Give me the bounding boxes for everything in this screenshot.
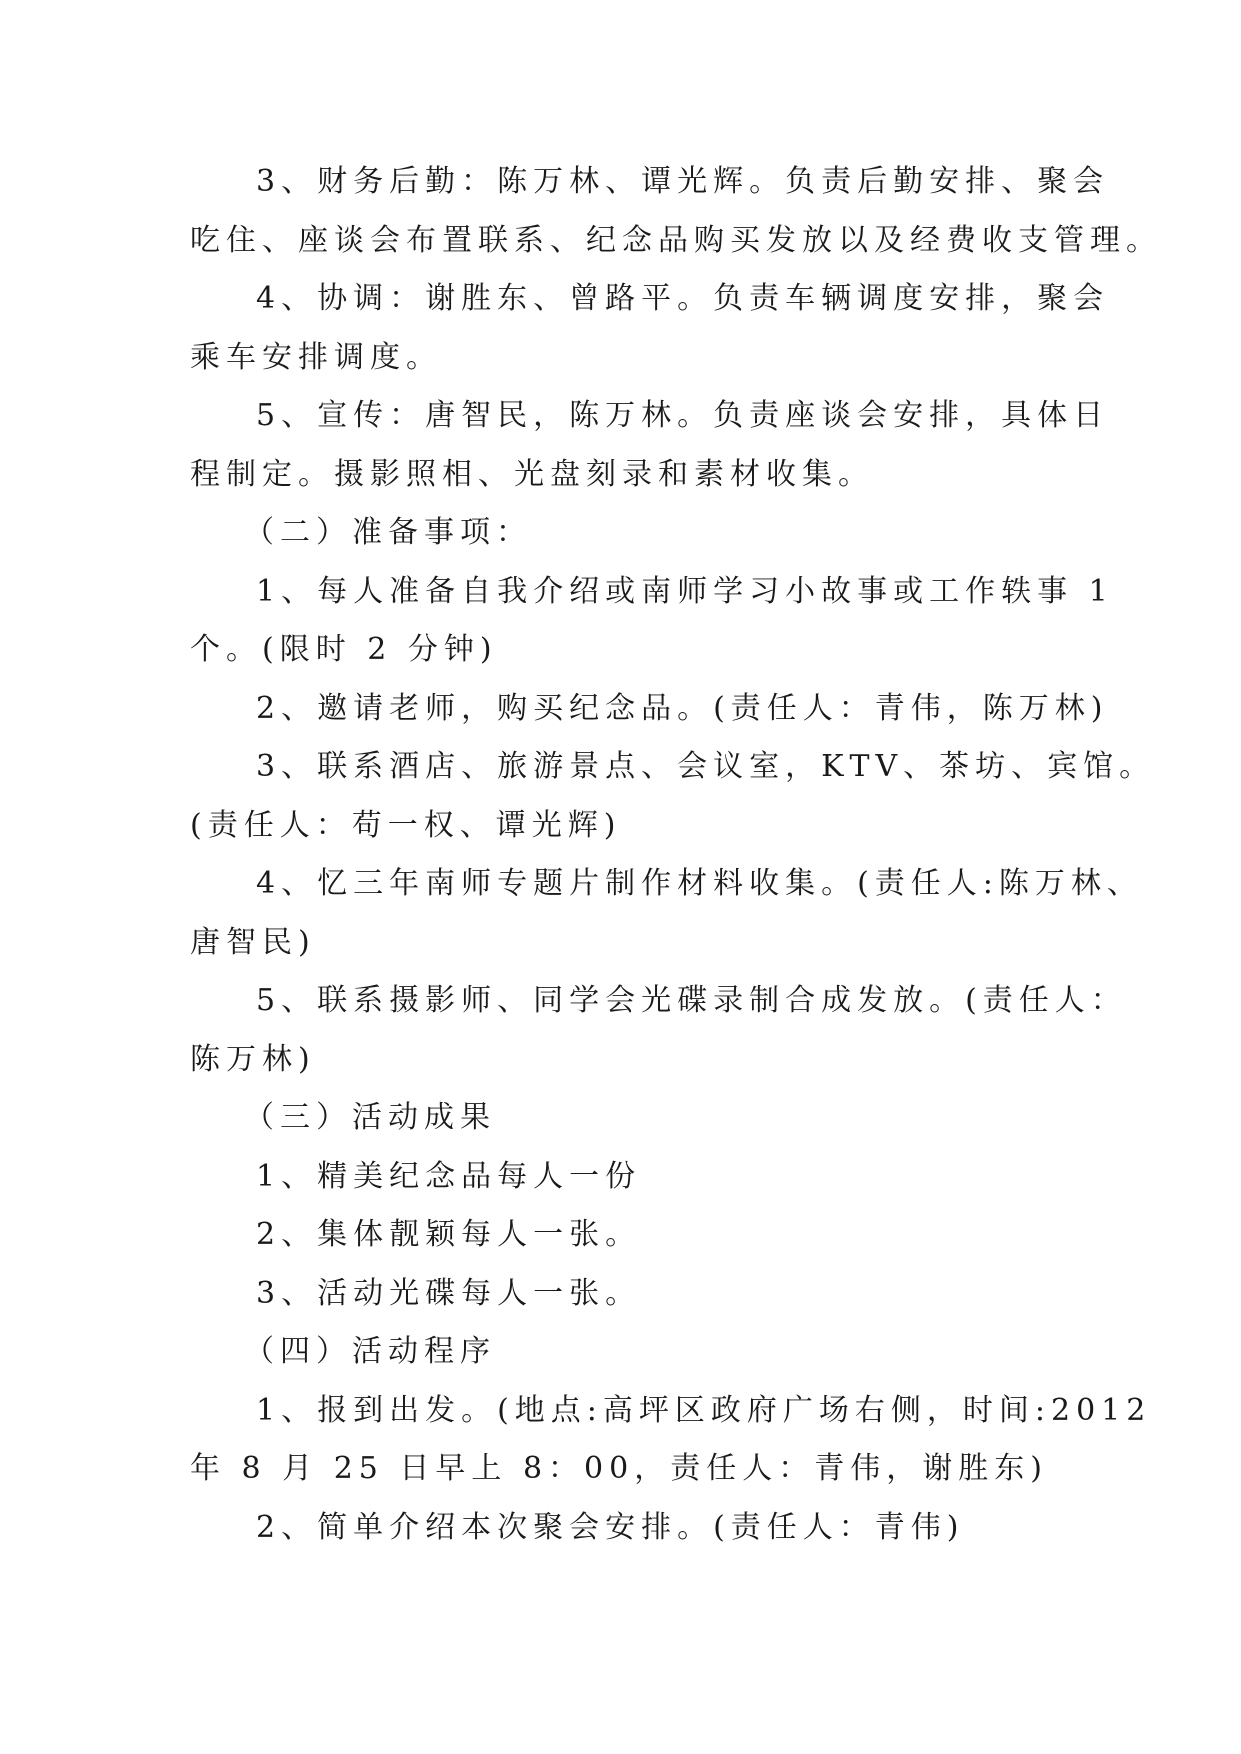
text-line: 4、忆三年南师专题片制作材料收集。(责任人:陈万林、 (256, 866, 1143, 901)
text-line: 5、联系摄影师、同学会光碟录制合成发放。(责任人： (256, 983, 1127, 1018)
text-line: 年 8 月 25 日早上 8：00，责任人：青伟，谢胜东) (190, 1451, 1048, 1486)
text-line: 吃住、座谈会布置联系、纪念品购买发放以及经费收支管理。 (190, 222, 1162, 258)
document-body (190, 162, 1162, 1566)
text-line: 4、协调：谢胜东、曾路平。负责车辆调度安排，聚会 (256, 281, 1110, 316)
text-line: 1、精美纪念品每人一份 (256, 1158, 642, 1194)
text-line: 2、简单介绍本次聚会安排。(责任人：青伟) (256, 1509, 965, 1545)
text-line: 2、集体靓颖每人一张。 (256, 1217, 642, 1252)
text-line: 1、报到出发。(地点:高坪区政府广场右侧，时间:2012 (256, 1392, 1152, 1428)
text-line: 5、宣传：唐智民，陈万林。负责座谈会安排，具体日 (256, 398, 1110, 433)
text-line: 2、邀请老师，购买纪念品。(责任人：青伟，陈万林) (256, 690, 1109, 726)
text-line: 3、财务后勤：陈万林、谭光辉。负责后勤安排、聚会 (256, 164, 1110, 199)
section-heading: （二）准备事项： (244, 515, 532, 550)
text-line: 唐智民) (190, 924, 316, 960)
text-line: 1、每人准备自我介绍或南师学习小故事或工作轶事 1 (256, 573, 1114, 609)
section-heading: （三）活动成果 (244, 1100, 496, 1135)
text-line: 程制定。摄影照相、光盘刻录和素材收集。 (190, 456, 874, 492)
text-line: 个。(限时 2 分钟) (190, 632, 498, 667)
text-line: (责任人：苟一权、谭光辉) (190, 807, 622, 843)
text-line: 乘车安排调度。 (190, 339, 442, 375)
text-line: 3、活动光碟每人一张。 (256, 1275, 642, 1311)
section-heading: （四）活动程序 (244, 1334, 496, 1369)
text-line: 陈万林) (190, 1041, 316, 1077)
text-line: 3、联系酒店、旅游景点、会议室，KTV、茶坊、宾馆。 (256, 749, 1156, 784)
